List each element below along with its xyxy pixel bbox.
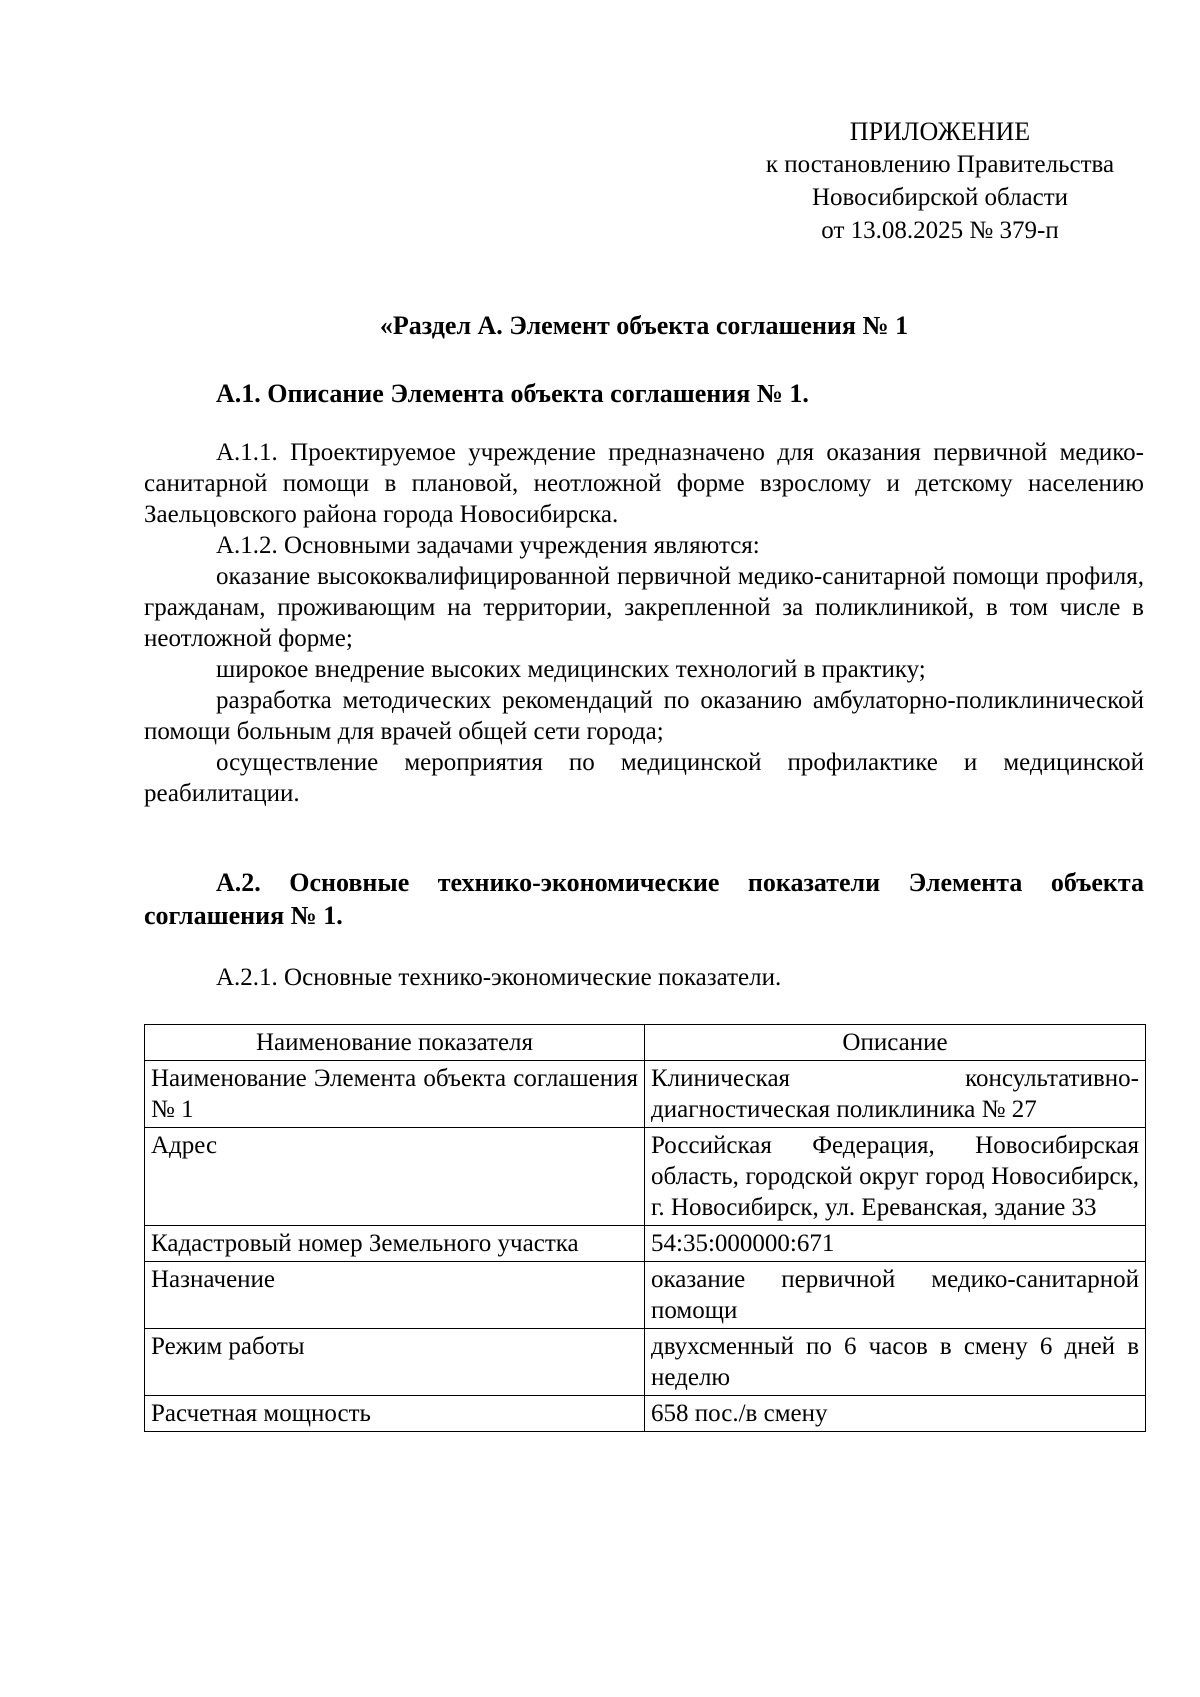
table-header-row bbox=[145, 1025, 1146, 1061]
paragraph-a1-3: оказание высококвалифицированной первичной медико-санитарной помощи профиля, гражданам, проживающим на территории, закрепленной за поликлиникой, в том числе в неотложной форме; bbox=[144, 563, 1144, 652]
table-cell-value: 54:35:000000:671 bbox=[645, 1226, 1146, 1262]
table-cell-value: двухсменный по 6 часов в смену 6 дней в неделю bbox=[645, 1329, 1146, 1396]
table-row bbox=[145, 1396, 1146, 1432]
appendix-title: ПРИЛОЖЕНИЕ bbox=[849, 117, 1031, 146]
table-row bbox=[145, 1226, 1146, 1262]
table-cell-name: Кадастровый номер Земельного участка bbox=[145, 1226, 645, 1262]
table-cell-value: оказание первичной медико-санитарной помощи bbox=[645, 1262, 1146, 1329]
heading-a1: А.1. Описание Элемента объекта соглашения № 1. bbox=[216, 379, 809, 408]
appendix-line-3: от 13.08.2025 № 379-п bbox=[821, 217, 1059, 244]
table-header-indicator: Наименование показателя bbox=[145, 1025, 645, 1061]
table-row bbox=[145, 1061, 1146, 1128]
table-cell-name: Режим работы bbox=[145, 1329, 645, 1396]
paragraph-a1-1: А.1.1. Проектируемое учреждение предназначено для оказания первичной медико-санитарной помощи в плановой, неотложной форме взрослому и детскому населению Заельцовского района города Новосибирска. bbox=[144, 439, 1144, 528]
table-header-description: Описание bbox=[645, 1025, 1146, 1061]
heading-a2: А.2. Основные технико-экономические показатели Элемента объекта соглашения № 1. bbox=[144, 868, 1144, 930]
appendix-line-2: Новосибирской области bbox=[811, 184, 1069, 211]
table-cell-value: Российская Федерация, Новосибирская область, городской округ город Новосибирск, г. Новосибирск, ул. Ереванская, здание 33 bbox=[645, 1128, 1146, 1226]
table-row bbox=[145, 1128, 1146, 1226]
section-title: «Раздел А. Элемент объекта соглашения № 1 bbox=[379, 311, 909, 340]
table-row bbox=[145, 1262, 1146, 1329]
table-cell-name: Расчетная мощность bbox=[145, 1396, 645, 1432]
paragraph-a1-5: разработка методических рекомендаций по оказанию амбулаторно-поликлинической помощи больным для врачей общей сети города; bbox=[144, 687, 1144, 745]
appendix-line-1: к постановлению Правительства bbox=[765, 151, 1115, 178]
paragraph-a1-4: широкое внедрение высоких медицинских технологий в практику; bbox=[216, 656, 926, 683]
table-cell-name: Адрес bbox=[145, 1128, 645, 1226]
table-cell-value: 658 пос./в смену bbox=[645, 1396, 1146, 1432]
appendix-header bbox=[700, 115, 1180, 247]
table-cell-name: Наименование Элемента объекта соглашения № 1 bbox=[145, 1061, 645, 1128]
table-row bbox=[145, 1329, 1146, 1396]
table-cell-name: Назначение bbox=[145, 1262, 645, 1329]
paragraph-a2-1: А.2.1. Основные технико-экономические показатели. bbox=[216, 964, 782, 991]
indicators-table bbox=[144, 1024, 1146, 1432]
paragraph-a1-2: А.1.2. Основными задачами учреждения являются: bbox=[216, 532, 760, 559]
table-cell-value: Клиническая консультативно-диагностическая поликлиника № 27 bbox=[645, 1061, 1146, 1128]
paragraph-a1-6: осуществление мероприятия по медицинской профилактике и медицинской реабилитации. bbox=[144, 749, 1144, 807]
section-a1-body bbox=[144, 437, 1144, 809]
